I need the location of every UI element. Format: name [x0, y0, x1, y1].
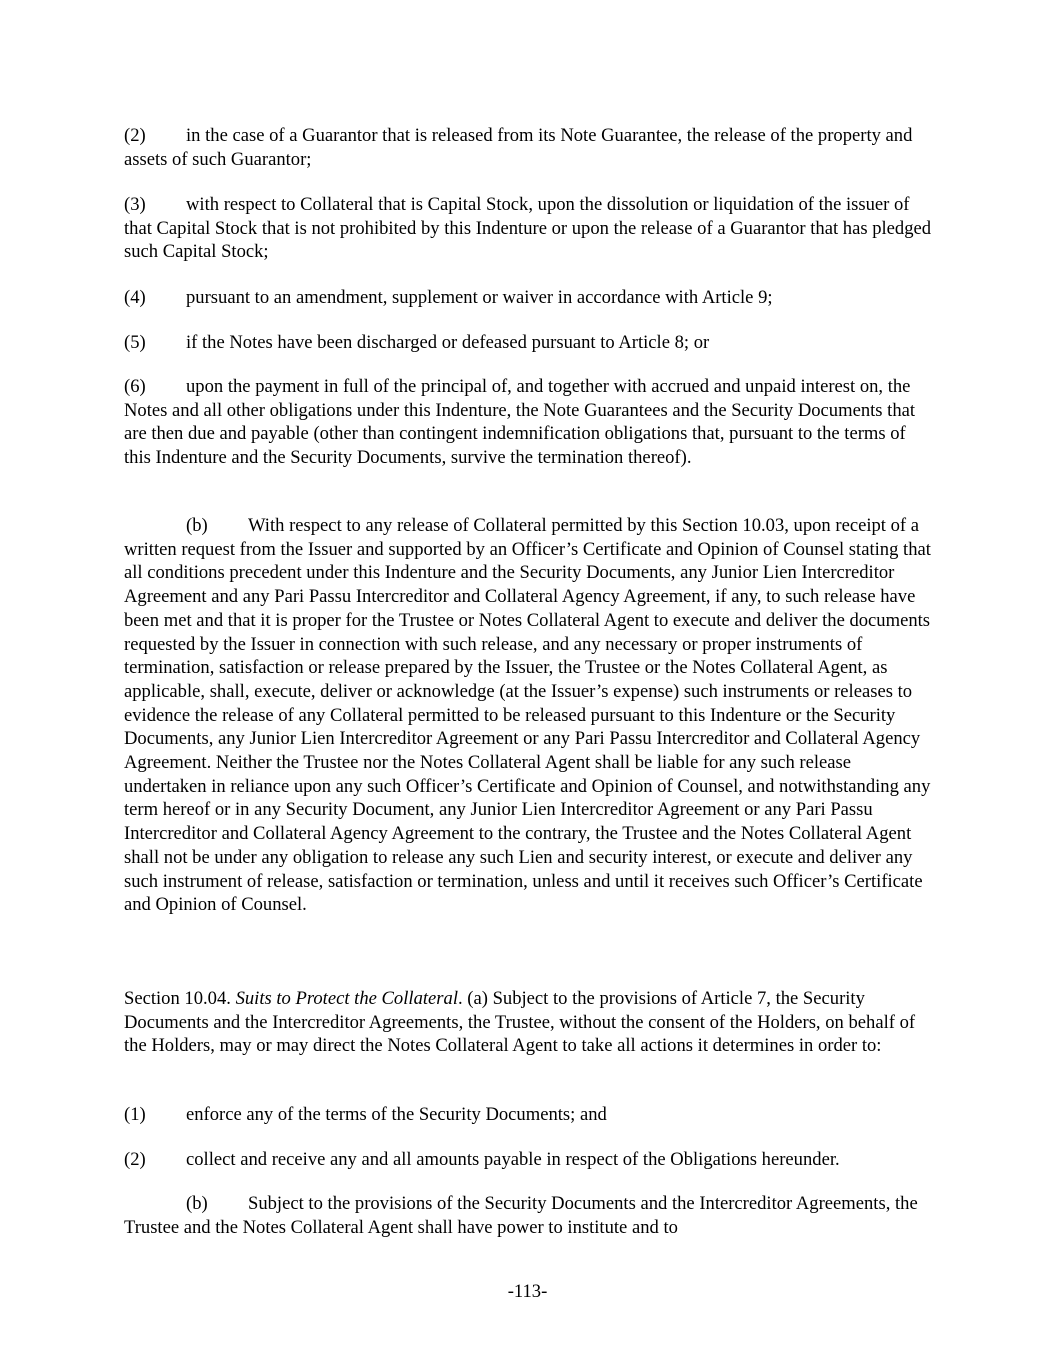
clause-text: in the case of a Guarantor that is released from its Note Guarantee, the release of the property and assets of such Guarantor; [124, 125, 913, 170]
subsection-b-release-procedure [124, 514, 936, 917]
clause-2-collect [124, 1148, 936, 1172]
section-title: Suits to Protect the Collateral [235, 988, 458, 1009]
clause-number: (5) [124, 332, 146, 353]
subsection-text: With respect to any release of Collateral permitted by this Section 10.03, upon receipt of a written request from the Issuer and supported by an Officer’s Certificate and Opinion of Counsel stating that all conditions precedent under this Indenture and the Security Documents, any Junior Lien Intercreditor Agreement and any Pari Passu Intercreditor and Collateral Agency Agreement, if any, to such release have been met and that it is proper for the Trustee or Notes Collateral Agent to execute and deliver the documents requested by the Issuer in connection with such release, and any necessary or proper instruments of termination, satisfaction or release prepared by the Issuer, the Trustee or the Notes Collateral Agent, as applicable, shall, execute, deliver or acknowledge (at the Issuer’s expense) such instruments or releases to evidence the release of any Collateral permitted to be released pursuant to this Indenture or the Security Documents, any Junior Lien Intercreditor Agreement or any Pari Passu Intercreditor and Collateral Agency Agreement. Neither the Trustee nor the Notes Collateral Agent shall be liable for any such release undertaken in reliance upon any such Officer’s Certificate and Opinion of Counsel, and notwithstanding any term hereof or in any Security Document, any Junior Lien Intercreditor Agreement or any Pari Passu Intercreditor and Collateral Agency Agreement to the contrary, the Trustee and the Notes Collateral Agent shall not be under any obligation to release any such Lien and security interest, or execute and deliver any such instrument of release, satisfaction or termination, unless and until it receives such Officer’s Certificate and Opinion of Counsel. [124, 515, 931, 916]
clause-1-enforce [124, 1103, 936, 1127]
section-text: . (a) Subject to the provisions of Article 7, the Security Documents and the Intercreditor Agreements, the Trustee, without the consent of the Holders, on behalf of the Holders, may or may direct the Notes Collateral Agent to take all actions it determines in order to: [124, 988, 916, 1057]
section-number: Section 10.04. [124, 988, 236, 1009]
clause-text: enforce any of the terms of the Security Documents; and [186, 1104, 607, 1125]
clause-2-guarantor-release [124, 124, 936, 171]
clause-text: pursuant to an amendment, supplement or waiver in accordance with Article 9; [186, 287, 773, 308]
clause-number: (4) [124, 287, 146, 308]
clause-number: (2) [124, 1149, 146, 1170]
subsection-label: (b) [186, 1193, 208, 1214]
clause-3-capital-stock [124, 193, 936, 264]
clause-5-discharge [124, 331, 936, 355]
clause-number: (3) [124, 194, 146, 215]
subsection-label: (b) [186, 515, 208, 536]
clause-4-amendment [124, 286, 936, 310]
clause-number: (1) [124, 1104, 146, 1125]
clause-text: upon the payment in full of the principal of, and together with accrued and unpaid interest on, the Notes and all other obligations under this Indenture, the Note Guarantees and the Security Documents that are then due and payable (other than contingent indemnification obligations that, pursuant to the terms of this Indenture and the Security Documents, survive the termination thereof). [124, 376, 916, 469]
clause-text: collect and receive any and all amounts payable in respect of the Obligations hereunder. [186, 1149, 840, 1170]
clause-number: (2) [124, 125, 146, 146]
subsection-text: Subject to the provisions of the Security Documents and the Intercreditor Agreements, the Trustee and the Notes Collateral Agent shall have power to institute and to [124, 1193, 918, 1238]
clause-text: with respect to Collateral that is Capital Stock, upon the dissolution or liquidation of the issuer of that Capital Stock that is not prohibited by this Indenture or upon the release of a Guarantor that has pledged such Capital Stock; [124, 194, 932, 263]
section-10-04 [124, 987, 936, 1058]
clause-6-payment-in-full [124, 375, 936, 470]
clause-text: if the Notes have been discharged or defeased pursuant to Article 8; or [186, 332, 710, 353]
clause-number: (6) [124, 376, 146, 397]
page-number: -113- [507, 1281, 548, 1302]
subsection-b-power-to-institute [124, 1192, 936, 1239]
